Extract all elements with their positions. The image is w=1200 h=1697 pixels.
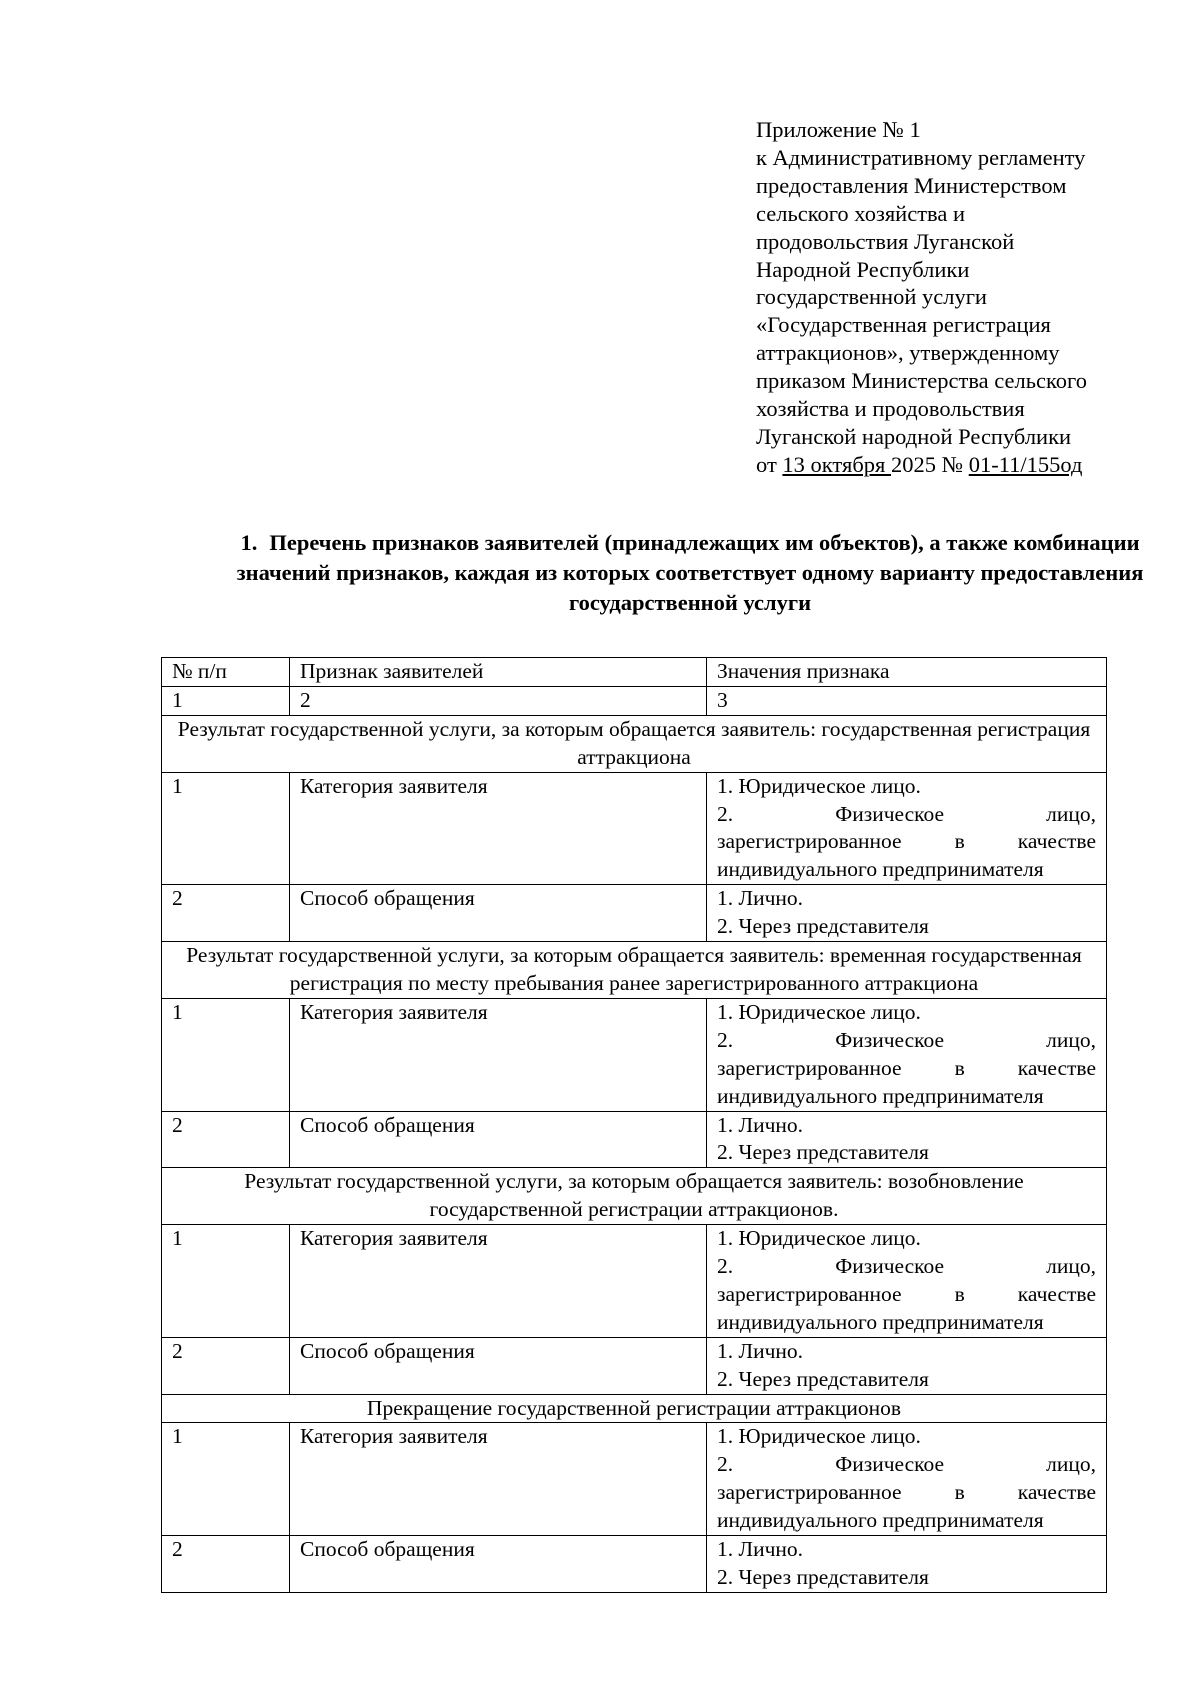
attribute-name: Способ обращения xyxy=(290,1111,707,1168)
table-row xyxy=(162,885,1107,942)
header-cell: № п/п xyxy=(162,658,290,687)
value-line: зарегистрированное в качестве xyxy=(717,1281,1096,1306)
column-number-row xyxy=(162,686,1107,715)
row-number: 2 xyxy=(162,1337,290,1394)
attribute-values xyxy=(707,1111,1107,1168)
table-row xyxy=(162,1536,1107,1593)
section-row xyxy=(162,1168,1107,1225)
order-date: 13 октября xyxy=(782,451,891,477)
attribute-values xyxy=(707,1225,1107,1338)
header-cell: Значения признака xyxy=(707,658,1107,687)
attribute-values xyxy=(707,1536,1107,1593)
value-line: 2. Через представителя xyxy=(717,1565,929,1589)
value-line: зарегистрированное в качестве xyxy=(717,829,1096,854)
table-row xyxy=(162,1225,1107,1338)
date-prefix: от xyxy=(756,451,777,477)
annex-line: Приложение № 1 xyxy=(756,117,921,142)
order-year-no: 2025 № xyxy=(891,451,964,477)
annex-line: к Административному регламенту xyxy=(756,144,1086,170)
value-line: 2. Через представителя xyxy=(717,914,929,939)
value-line: 1. Юридическое лицо. xyxy=(717,1424,921,1449)
row-number: 1 xyxy=(162,1225,290,1338)
table-row xyxy=(162,1111,1107,1168)
attribute-name: Способ обращения xyxy=(290,885,707,942)
attribute-name: Категория заявителя xyxy=(290,1225,707,1338)
table-row xyxy=(162,998,1107,1111)
annex-line: Народной Республики xyxy=(756,256,970,282)
attribute-name: Категория заявителя xyxy=(290,1423,707,1536)
value-line: 1. Лично. xyxy=(717,1537,804,1562)
heading-text: Перечень признаков заявителей (принадлежащих им объектов), а также комбинации значений признаков, каждая из которых соответствует одному варианту предоставления государственной услуги xyxy=(236,530,1144,615)
row-number: 2 xyxy=(162,1111,290,1168)
value-line: 2. Физическое лицо, xyxy=(717,1452,1096,1477)
table-header-row xyxy=(162,658,1107,687)
value-line: 1. Юридическое лицо. xyxy=(717,773,921,798)
annex-line: приказом Министерства сельского xyxy=(756,368,1087,394)
attribute-name: Способ обращения xyxy=(290,1536,707,1593)
section-title: Результат государственной услуги, за которым обращается заявитель: временная государственная регистрация по месту пребывания ранее зарегистрированного аттракциона xyxy=(162,942,1107,999)
row-number: 1 xyxy=(162,1423,290,1536)
value-line: 2. Физическое лицо, xyxy=(717,801,1096,826)
value-line: 2. Физическое лицо, xyxy=(717,1254,1096,1279)
header-cell: Признак заявителей xyxy=(290,658,707,687)
value-line: индивидуального предпринимателя xyxy=(717,857,1044,882)
value-line: индивидуального предпринимателя xyxy=(717,1083,1044,1108)
section-row xyxy=(162,1394,1107,1423)
row-number: 1 xyxy=(162,772,290,885)
section-title: Результат государственной услуги, за которым обращается заявитель: государственная регистрация аттракциона xyxy=(162,715,1107,772)
attribute-values xyxy=(707,998,1107,1111)
section-heading xyxy=(220,528,1160,618)
annex-line: Луганской народной Республики xyxy=(756,423,1072,449)
value-line: зарегистрированное в качестве xyxy=(717,1480,1096,1505)
section-row xyxy=(162,715,1107,772)
row-number: 2 xyxy=(162,885,290,942)
section-row xyxy=(162,942,1107,999)
attributes-table xyxy=(161,657,1107,1593)
value-line: 2. Через представителя xyxy=(717,1366,929,1391)
annex-line: предоставления Министерством xyxy=(756,172,1067,198)
annex-block xyxy=(756,116,1156,479)
attribute-values xyxy=(707,1337,1107,1394)
column-number-cell: 3 xyxy=(707,686,1107,715)
attribute-values xyxy=(707,772,1107,885)
value-line: 1. Лично. xyxy=(717,1338,804,1363)
value-line: индивидуального предпринимателя xyxy=(717,1309,1044,1334)
row-number: 1 xyxy=(162,998,290,1111)
order-number: 01-11/155од xyxy=(968,451,1083,477)
annex-line: хозяйства и продовольствия xyxy=(756,396,1025,422)
annex-line: продовольствия Луганской xyxy=(756,228,1015,254)
attribute-name: Категория заявителя xyxy=(290,772,707,885)
table-row xyxy=(162,1337,1107,1394)
column-number-cell: 1 xyxy=(162,686,290,715)
row-number: 2 xyxy=(162,1536,290,1593)
attribute-values xyxy=(707,1423,1107,1536)
annex-line: государственной услуги xyxy=(756,284,987,310)
attribute-name: Категория заявителя xyxy=(290,998,707,1111)
attribute-name: Способ обращения xyxy=(290,1337,707,1394)
section-title: Прекращение государственной регистрации аттракционов xyxy=(162,1394,1107,1423)
value-line: 1. Юридическое лицо. xyxy=(717,999,921,1024)
table-row xyxy=(162,1423,1107,1536)
annex-line: «Государственная регистрация xyxy=(756,312,1051,338)
column-number-cell: 2 xyxy=(290,686,707,715)
section-title: Результат государственной услуги, за которым обращается заявитель: возобновление государственной регистрации аттракционов. xyxy=(162,1168,1107,1225)
heading-number: 1. xyxy=(240,530,258,555)
value-line: 1. Лично. xyxy=(717,1112,804,1137)
value-line: 2. Физическое лицо, xyxy=(717,1027,1096,1052)
annex-date-line xyxy=(756,451,1156,479)
value-line: 2. Через представителя xyxy=(717,1140,929,1165)
value-line: 1. Юридическое лицо. xyxy=(717,1226,921,1251)
annex-line: аттракционов», утвержденному xyxy=(756,340,1060,366)
value-line: зарегистрированное в качестве xyxy=(717,1055,1096,1080)
value-line: индивидуального предпринимателя xyxy=(717,1508,1044,1533)
value-line: 1. Лично. xyxy=(717,886,804,911)
table-row xyxy=(162,772,1107,885)
attribute-values xyxy=(707,885,1107,942)
annex-line: сельского хозяйства и xyxy=(756,200,966,226)
